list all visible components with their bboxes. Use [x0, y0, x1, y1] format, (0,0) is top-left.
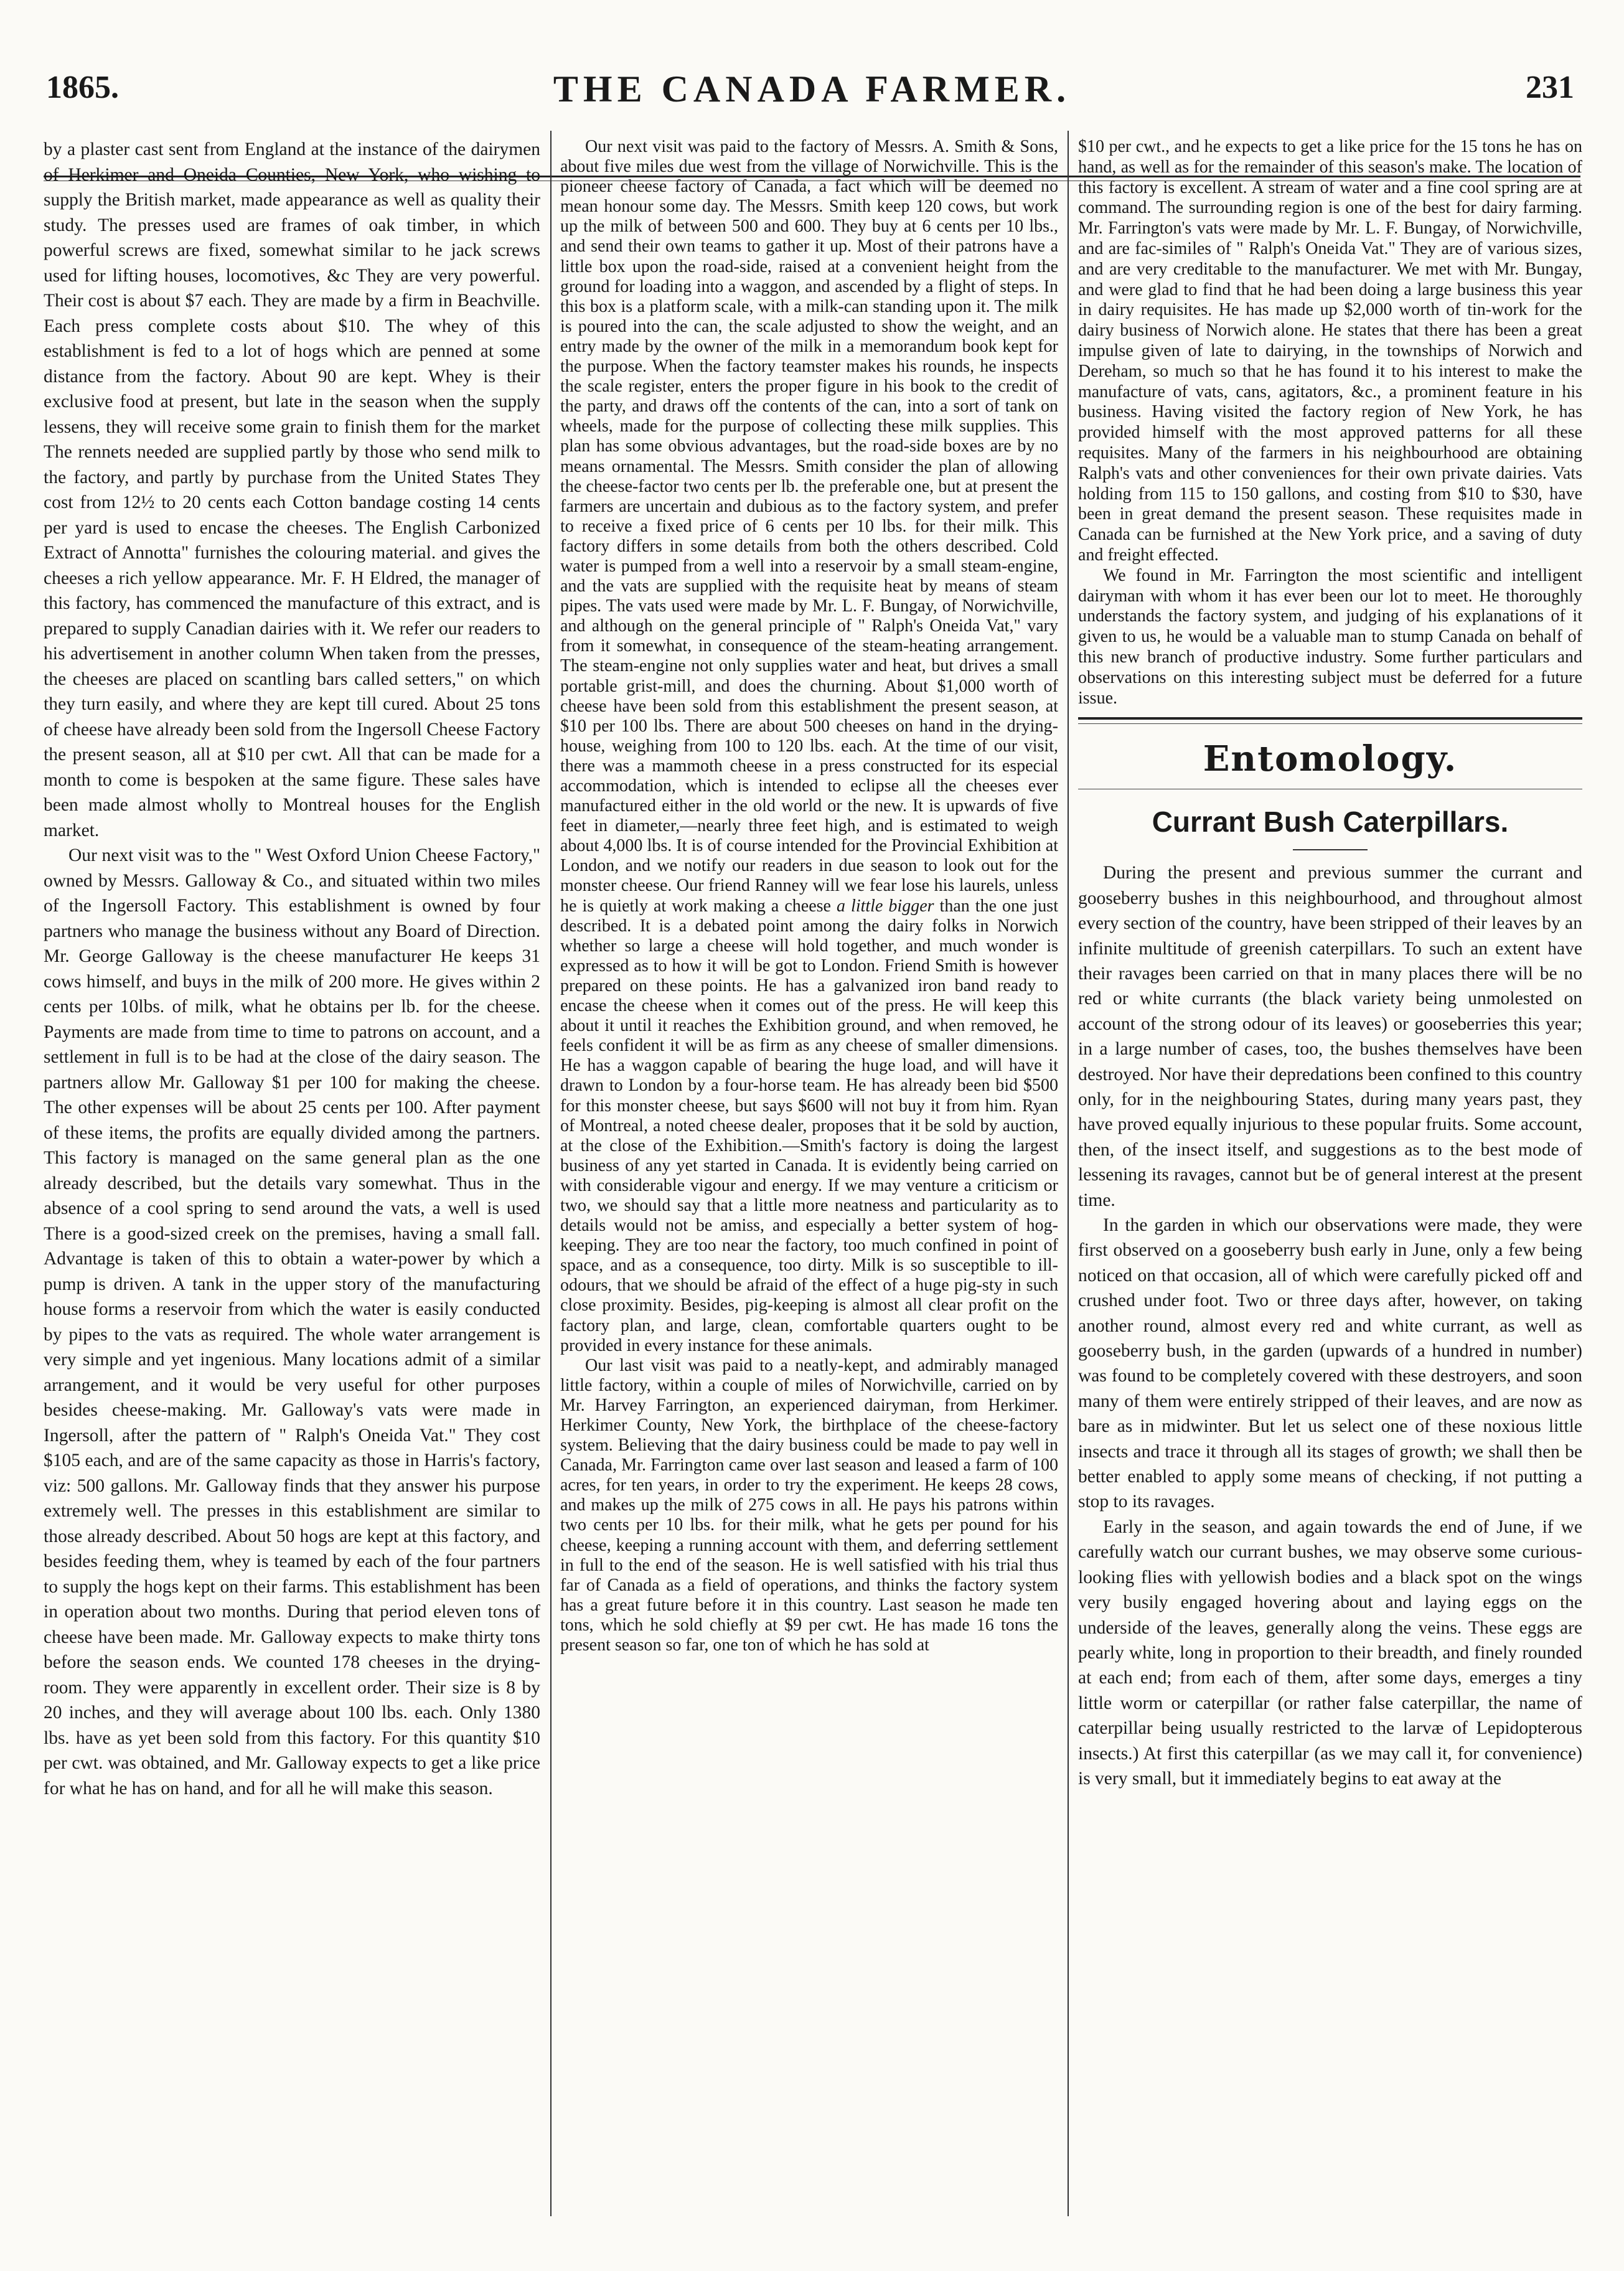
column-3-paragraph: $10 per cwt., and he expects to get a like price for the 15 tons he has on hand, as well as for the remainder of this season's make. The location of this factory is excellent. A stream of water and a fine cool spring are at command. The surrounding region is one of the best for dairy farming. Mr. Farrington's vats were made by Mr. L. F. Bungay, of Norwichville, and are fac-similes of " Ralph's Oneida Vat." They are of various sizes, and are very creditable to the manufacturer. We met with Mr. Bungay, and were glad to find that he had been doing a large business this year in dairy requisites. He has made up $2,000 worth of tin-work for the dairy business of Norwich alone. He states that there has been a great impulse given of late to dairying, in the townships of Norwich and Dereham, so much so that he has found it to his interest to make the manufacture of vats, cans, agitators, &c., a prominent feature in his business. Having visited the factory region of New York, he has provided himself with the most approved patterns for all these requisites. Many of the farmers in his neighbourhood are obtaining Ralph's vats and other conveniences for their own private dairies. Vats holding from 115 to 150 gallons, and costing from $10 to $30, have been in great demand the present season. These requisites made in Canada can be furnished at the New York price, and a saving of duty and freight effected. [1078, 137, 1582, 565]
article-paragraph: In the garden in which our observations were made, they were first observed on a gooseberry bush early in June, only a few being noticed on that occasion, all of which were carefully picked off and crushed under foot. Two or three days after, however, on taking another round, almost every red and white currant, as well as gooseberry bush, in the garden (upwards of a hundred in number) was found to be completely covered with these destroyers, and soon many of them were entirely stripped of their leaves, and are now as bare as in midwinter. But let us select one of these noxious little insects and trace it through all its stages of growth; we shall then be better enabled to apply some means of checking, if not putting a stop to its ravages. [1078, 1215, 1582, 1512]
column-1-paragraph: by a plaster cast sent from England at the instance of the dairymen of Herkimer and Oneida Counties, New York, who wishing to supply the British market, made appearance as well as quality their study. The presses used are frames of oak timber, in which powerful screws are fixed, somewhat similar to he jack screws used for lifting houses, locomotives, &c They are very powerful. Their cost is about $7 each. They are made by a firm in Beachville. Each press complete costs about $10. The whey of this establishment is fed to a lot of hogs which are penned at some distance from the factory. About 90 are kept. Whey is their exclusive food at present, but late in the season when the supply lessens, they will receive some grain to finish them for the market The rennets needed are supplied partly by those who send milk to the factory, and partly by purchase from the United States They cost from 12½ to 20 cents each Cotton bandage costing 14 cents per yard is used to encase the cheeses. The English Carbonized Extract of Annotta" furnishes the colouring material. and gives the cheeses a rich yellow appearance. Mr. F. H Eldred, the manager of this factory, has commenced the manufacture of this extract, and is prepared to supply Canadian dairies with it. We refer our readers to his advertisement in another column When taken from the presses, the cheeses are placed on scantling bars called setters," on which they turn easily, and where they are kept till cured. About 25 tons of cheese have already been sold from the Ingersoll Cheese Factory the present season, all at $10 per cwt. All that can be made for a month to come is bespoken at the same figure. These sales have been made almost wholly to Montreal houses for the English market. [44, 139, 540, 840]
column-3-paragraph: We found in Mr. Farrington the most scientific and intelligent dairyman with whom it has ever been our lot to meet. He thoroughly understands the factory system, and judging of his explanations of it given to us, he would be a valuable man to stump Canada on behalf of this new branch of productive industry. Some further particulars and observations on this interesting subject must be deferred for a future issue. [1078, 565, 1582, 708]
page-number: 231 [1526, 70, 1574, 105]
column-divider-2 [1068, 131, 1069, 2216]
paragraph-text: Our next visit was paid to the factory of Messrs. A. Smith & Sons, about five miles due west from the village of Norwichville. This is the pioneer cheese factory of Canada, a fact which will be deemed no mean honour some day. The Messrs. Smith keep 120 cows, but work up the milk of between 500 and 600. They buy at 6 cents per 10 lbs., and send their own teams to gather it up. Most of their patrons have a little box upon the road-side, raised at a convenient height from the ground for loading into a waggon, and ascended by a flight of steps. In this box is a platform scale, with a milk-can standing upon it. The milk is poured into the can, the scale adjusted to show the weight, and an entry made by the owner of the milk in a memorandum book kept for the purpose. When the factory teamster makes his rounds, he inspects the scale register, enters the proper figure in his book to the credit of the party, and draws off the contents of the can, into a sort of tank on wheels, made for the purpose of collecting these milk supplies. This plan has some obvious advantages, but the road-side boxes are by no means ornamental. The Messrs. Smith consider the plan of allowing the cheese-factor two cents per lb. the preferable one, but at present the farmers are uncertain and dubious as to the factory system, and prefer to receive a fixed price of 6 cents per 10 lbs. for their milk. This factory differs in some details from both the others described. Cold water is pumped from a well into a reservoir by a small steam-engine, and the vats are supplied with the requisite heat by means of steam pipes. The vats used were made by Mr. L. F. Bungay, of Norwichville, and although on the general principle of " Ralph's Oneida Vat," vary from it somewhat, in consequence of the steam-heating arrangement. The steam-engine not only supplies water and heat, but drives a small portable grist-mill, and does the churning. About $1,000 worth of cheese have been sold from this establishment the present season, at $10 per 100 lbs. There are about 500 cheeses on hand in the drying-house, weighing from 100 to 120 lbs. each. At the time of our visit, there was a mammoth cheese in a press constructed for its especial accommodation, which is intended to eclipse all the cheeses ever manufactured either in the old world or the new. It is upwards of five feet in diameter,—nearly three feet high, and is estimated to weigh about 4,000 lbs. It is of course intended for the Provincial Exhibition at London, and we notify our readers in due season to look out for the monster cheese. Our friend Ranney will we fear lose his laurels, unless he is quietly at work making a cheese [560, 137, 1058, 916]
column-2 [560, 137, 1058, 2216]
article-paragraph: During the present and previous summer the currant and gooseberry bushes in this neighbourhood, and throughout almost every section of the country, have been stripped of their leaves by an infinite multitude of greenish caterpillars. To such an extent have their ravages been carried on that in many places there will be no red or white currants (the black variety being unmolested on account of the strong odour of its leaves) or gooseberries this year; in a large number of cases, too, the bushes themselves have been destroyed. Nor have their depredations been confined to this country only, for in the neighbouring States, during many years past, they have proved equally injurious to these popular fruits. Some account, then, of the insect itself, and suggestions as to the best mode of lessening its ravages, cannot but be of general interest at the present time. [1078, 863, 1582, 1210]
paragraph-text: than the one just described. It is a debated point among the dairy folks in Norwich whether so large a cheese will hold together, and much wonder is expressed as to how it will be got to London. Friend Smith is however prepared on these points. He has a galvanized iron band ready to encase the cheese when it comes out of the press. He will keep this about it until it reaches the Exhibition ground, and when removed, he feels confident it will be as firm as any cheese of smaller dimensions. He has a waggon capable of bearing the huge load, and will have it drawn to London by a four-horse team. He has already been bid $500 for this monster cheese, but says $600 will not buy it from him. Ryan of Montreal, a noted cheese dealer, proposes that it be sold by auction, at the close of the Exhibition.—Smith's factory is doing the largest business of any yet started in Canada. It is evidently being carried on with considerable vigour and energy. If we may venture a criticism or two, we should say that a little more neatness and particularity as to details would not be amiss, and especially a better system of hog-keeping. They are too near the factory, too much confined in point of space, and as a consequence, too dirty. Milk is so susceptible to ill-odours, that we should be afraid of the effect of a huge pig-sty in such close proximity. Besides, pig-keeping is almost all clear profit on the factory plan, and large, clean, comfortable quarters ought to be provided in every instance for these animals. [560, 896, 1058, 1355]
article-title: Currant Bush Caterpillars. [1152, 806, 1509, 839]
column-2-paragraph [560, 137, 1058, 1356]
section-rule-thin [1078, 723, 1582, 724]
section-rule [1078, 717, 1582, 720]
column-2-paragraph: Our last visit was paid to a neatly-kept, and admirably managed little factory, within a couple of miles of Norwichville, carried on by Mr. Harvey Farrington, an experienced dairyman, from Herkimer. Herkimer County, New York, the birthplace of the cheese-factory system. Believing that the dairy business could be made to pay well in Canada, Mr. Farrington came over last season and leased a farm of 100 acres, for ten years, in order to try the experiment. He keeps 28 cows, and makes up the milk of 275 cows in all. He pays his patrons within two cents per 10 lbs. for their milk, what he gets per pound for his cheese, keeping a running account with them, and deferring settlement in full to the end of the season. He is well satisfied with his trial thus far of Canada as a field of operations, and thinks the factory system has a great future before it in this country. Last season he made ten tons, which he sold chiefly at $9 per cwt. He has made 16 tons the present season so far, one ton of which he has sold at [560, 1355, 1058, 1655]
article-paragraph: Early in the season, and again towards the end of June, if we carefully watch our currant bushes, we may observe some curious-looking flies with yellowish bodies and a black spot on the wings very busily engaged hovering about and laying eggs on the underside of the leaves, generally along the veins. These eggs are pearly white, long in proportion to their breadth, and finely rounded at each end; from each of them, after some days, emerges a tiny little worm or caterpillar (or rather false caterpillar, the name of caterpillar being usually restricted to the larvæ of Lepidopterous insects.) At first this caterpillar (as we may call it, for convenience) is very small, but it immediately begins to eat away at the [1078, 1516, 1582, 1789]
column-3 [1078, 137, 1582, 2216]
masthead [44, 70, 1580, 138]
article-title-rule [1293, 849, 1368, 850]
newspaper-title: THE CANADA FARMER. [553, 68, 1071, 110]
column-divider-1 [550, 131, 552, 2216]
issue-year: 1865. [46, 70, 119, 105]
section-title: Entomology. [1203, 738, 1458, 780]
column-1-paragraph: Our next visit was to the " West Oxford Union Cheese Factory," owned by Messrs. Galloway & Co., and situated within two miles of the Ingersoll Factory. This establishment is owned by four partners who manage the business without any Board of Direction. Mr. George Galloway is the cheese manufacturer He keeps 31 cows himself, and buys in the milk of 200 more. He gives within 2 cents per 10lbs. of milk, what he obtains per lb. for the cheese. Payments are made from time to time to patrons on account, and a settlement in full is to be had at the close of the dairy season. The partners allow Mr. Galloway $1 per 100 for making the cheese. The other expenses will be about 25 cents per 100. After payment of these items, the profits are equally divided among the partners. This factory is managed on the same general plan as the one already described, but the details vary somewhat. Thus in the absence of a cool spring to send around the vats, a well is used There is a good-sized creek on the premises, having a small fall. Advantage is taken of this to obtain a water-power by which a pump is driven. A tank in the upper story of the manufacturing house forms a reservoir from which the water is easily conducted by pipes to the vats as required. The whole water arrangement is very simple and yet ingenious. Many locations admit of a similar arrangement, and it would be very useful for other purposes besides cheese-making. Mr. Galloway's vats were made in Ingersoll, after the pattern of " Ralph's Oneida Vat." They cost $105 each, and are of the same capacity as those in Harris's factory, viz: 500 gallons. Mr. Galloway finds that they answer his purpose extremely well. The presses in this establishment are similar to those already described. About 50 hogs are kept at this factory, and besides feeding them, whey is teamed by each of the four partners to supply the hogs kept on their farms. This establishment has been in operation about two months. During that period eleven tons of cheese have been made. Mr. Galloway expects to make thirty tons before the season ends. We counted 178 cheeses in the drying-room. They were apparently in excellent order. Their size is 8 by 20 inches, and they will average about 100 lbs. each. Only 1380 lbs. have as yet been sold from this factory. For this quantity $10 per cwt. was obtained, and Mr. Galloway expects to get a like price for what he has on hand, and for all he will make this season. [44, 845, 540, 1798]
column-1 [44, 137, 540, 2213]
italic-phrase: a little bigger [837, 896, 934, 916]
